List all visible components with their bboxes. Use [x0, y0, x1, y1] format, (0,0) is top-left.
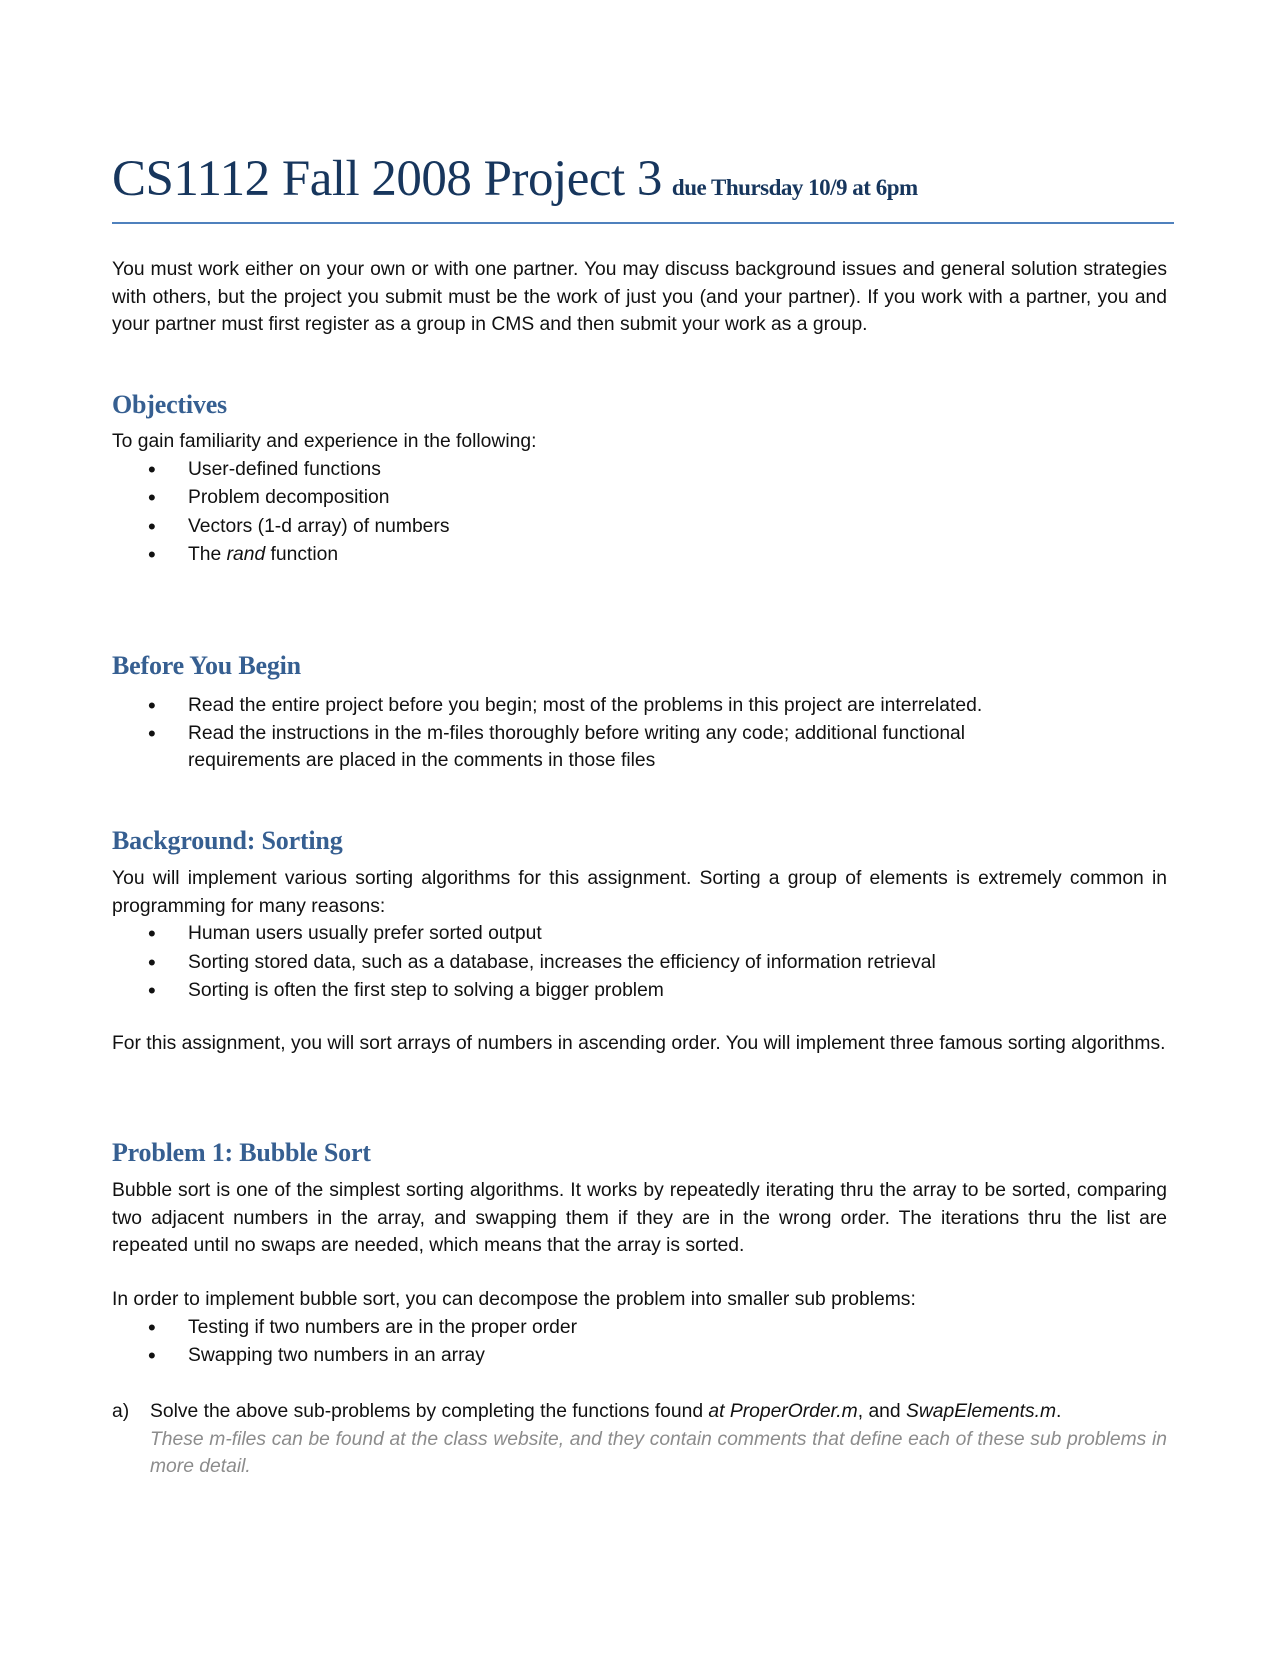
objectives-list [112, 456, 1167, 570]
list-item-text: function [265, 544, 339, 565]
list-item [112, 541, 1167, 570]
objectives-section [112, 428, 1167, 570]
page-title [112, 150, 918, 208]
problem1-description-text: Bubble sort is one of the simplest sorting algorithms. It works by repeatedly iterating thru the array to be sorted, comparing two adjacent numbers in the array, and swapping them if they are in the wrong order. The iterations thru the list are repeated until no swaps are needed, which means that the array is sorted. [112, 1180, 1167, 1256]
part-a-text-pre: Solve the above sub-problems by completing the functions found [150, 1401, 709, 1422]
decompose-lead: In order to implement bubble sort, you can decompose the problem into smaller sub problems: [112, 1289, 916, 1310]
list-item [112, 977, 1167, 1006]
list-item [112, 1314, 1167, 1343]
intro-text: You must work either on your own or with one partner. You may discuss background issues and general solution strategies with others, but the project you submit must be the work of just you (and your partner). If you work with a partner, you and your partner must first register as a group in CMS and then submit your work as a group. [112, 259, 1167, 335]
part-a-label: a) [112, 1401, 130, 1422]
list-item-text: Swapping two numbers in an array [188, 1345, 485, 1366]
list-item [112, 720, 1068, 775]
part-a-text-post: . [1056, 1401, 1062, 1422]
list-item-text: Read the entire project before you begin; most of the problems in this project are interrelated. [188, 695, 983, 716]
list-item [112, 949, 1167, 978]
background-closing-text: For this assignment, you will sort arrays of numbers in ascending order. You will implement three famous sorting algorithms. [112, 1033, 1166, 1054]
objectives-lead: To gain familiarity and experience in the following: [112, 431, 537, 452]
rand-function-name: rand [226, 544, 266, 565]
subproblem-list [112, 1314, 1167, 1371]
problem1-part-a [112, 1398, 1167, 1481]
list-item-text: Read the instructions in the m-files thoroughly before writing any code; additional functional requirements are placed in the comments in those files [188, 722, 966, 771]
title-bar [112, 150, 1174, 224]
list-item-text: User-defined functions [188, 458, 381, 480]
list-item-text: Problem decomposition [188, 487, 390, 508]
list-item-text: Testing if two numbers are in the proper order [188, 1316, 578, 1338]
problem1-heading: Problem 1: Bubble Sort [112, 1138, 371, 1167]
title-text: CS1112 Fall 2008 Project 3 [112, 151, 662, 207]
list-item [112, 920, 1167, 949]
part-a-text [150, 1398, 1167, 1426]
before-you-begin-heading: Before You Begin [112, 651, 301, 680]
list-item [112, 513, 1167, 542]
swap-elements-file: SwapElements.m [905, 1401, 1057, 1422]
due-date: due Thursday 10/9 at 6pm [671, 175, 918, 200]
proper-order-file: at ProperOrder.m [708, 1401, 858, 1422]
intro-paragraph [112, 256, 1167, 339]
list-item-text: Sorting stored data, such as a database, increases the efficiency of information retrieval [188, 951, 936, 973]
list-item-text: The [188, 544, 227, 565]
list-item-text: Vectors (1-d array) of numbers [188, 515, 450, 537]
list-item [112, 1342, 1167, 1371]
list-item [112, 484, 1167, 513]
problem1-description [112, 1177, 1167, 1260]
part-a-body [150, 1398, 1167, 1481]
objectives-heading: Objectives [112, 390, 227, 419]
background-closing [112, 1030, 1167, 1058]
list-item [112, 456, 1167, 485]
list-item-text: Human users usually prefer sorted output [188, 923, 542, 944]
part-a-text-mid: , and [857, 1401, 906, 1422]
part-a-note: These m-files can be found at the class website, and they contain comments that define each of these sub problems in more detail. [150, 1428, 1167, 1477]
list-item-text: Sorting is often the first step to solving a bigger problem [188, 980, 664, 1001]
background-lead: You will implement various sorting algorithms for this assignment. Sorting a group of elements is extremely common in programming for many reasons: [112, 868, 1167, 917]
background-heading: Background: Sorting [112, 826, 343, 855]
before-you-begin-list [112, 692, 1167, 775]
list-item [112, 692, 1167, 720]
background-list [112, 920, 1167, 1006]
problem1-decomposition [112, 1286, 1167, 1371]
background-section [112, 865, 1167, 1006]
before-you-begin-section [112, 692, 1167, 775]
